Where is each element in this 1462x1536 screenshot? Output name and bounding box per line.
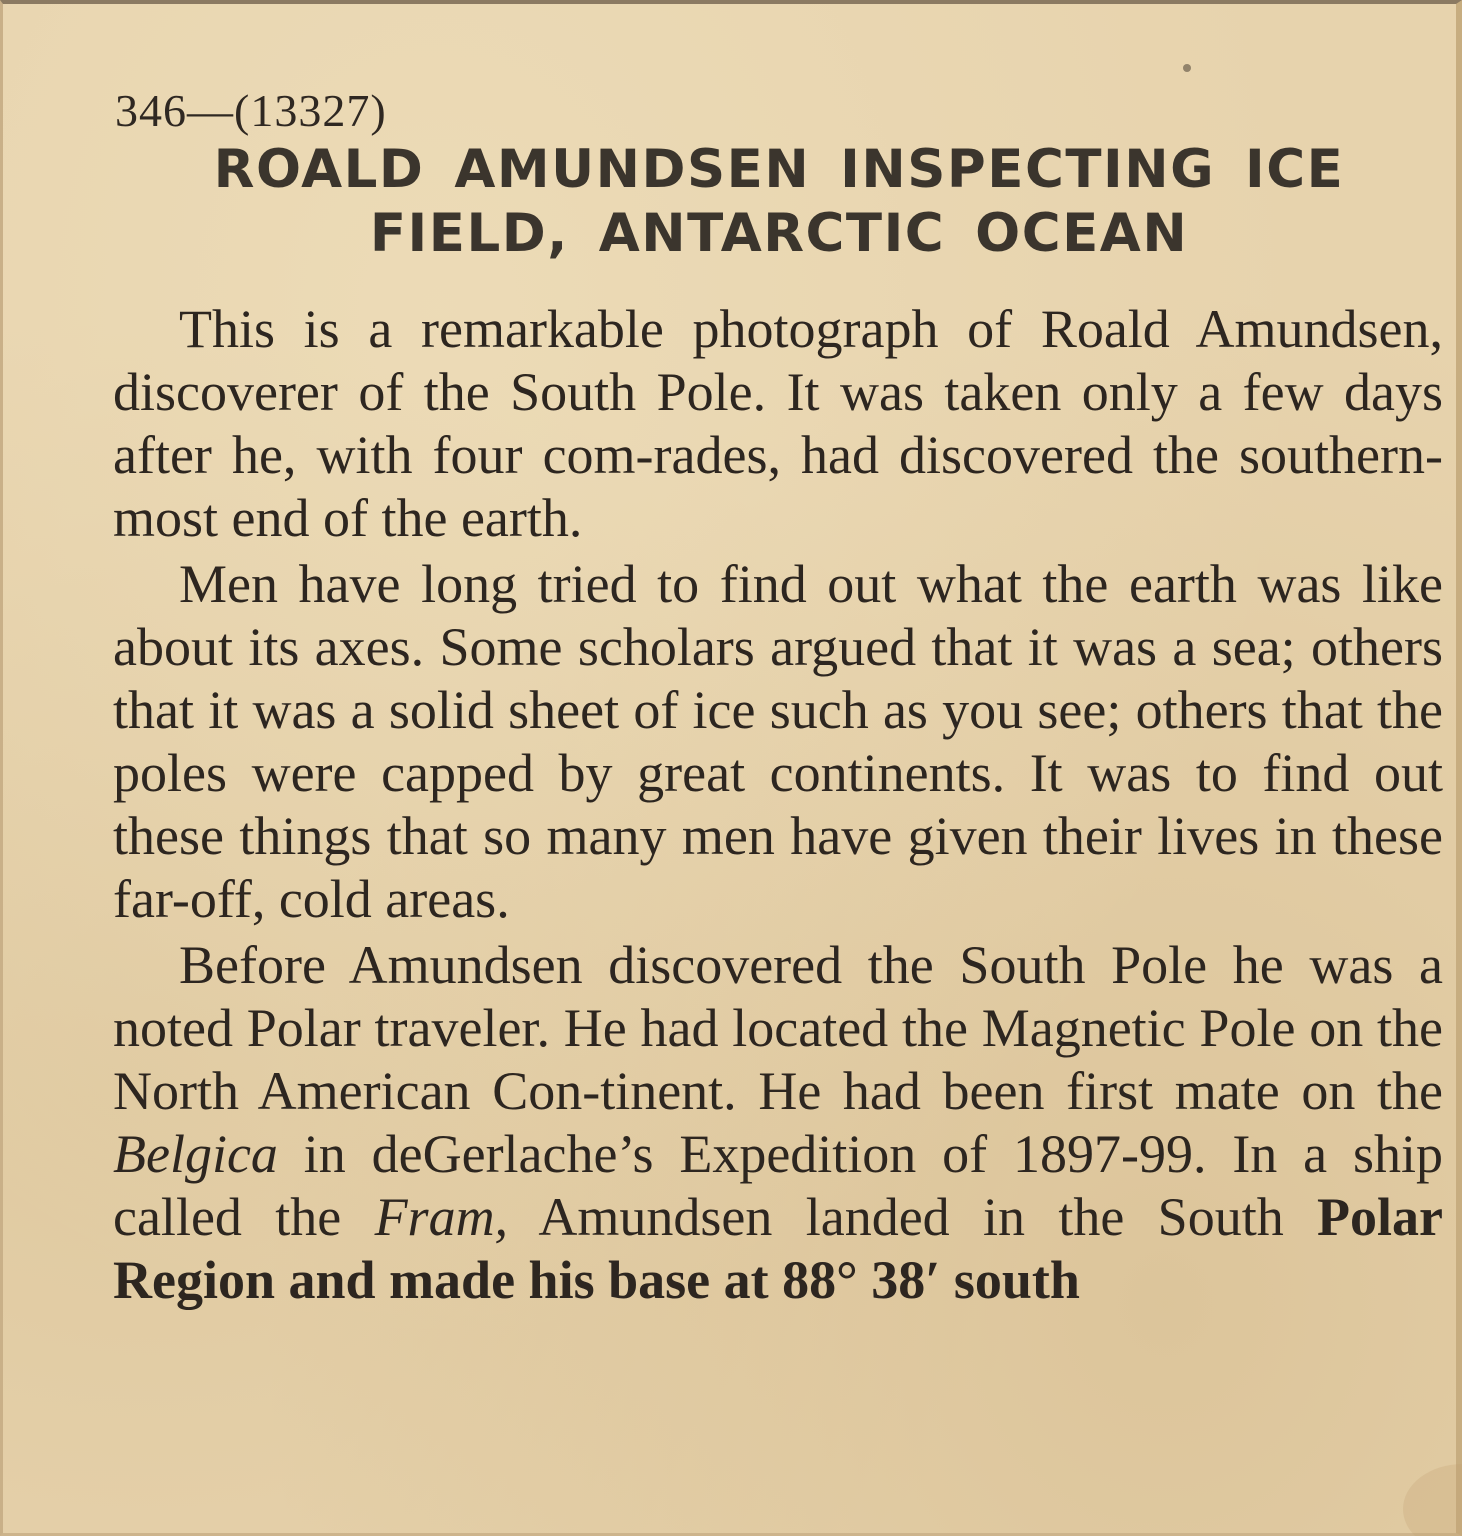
paper-stain	[1183, 64, 1191, 72]
paragraph-1: This is a remarkable photograph of Roald Amundsen, discoverer of the South Pole. It was taken only a few days after he, with four com-rades, had discovered the southern-most end of the earth.	[113, 299, 1443, 548]
title-line-1: ROALD AMUNDSEN INSPECTING ICE	[213, 139, 1345, 200]
paragraph-3-text-d: Polar Region and made his base at 88° 38′ south	[113, 1187, 1443, 1310]
paragraph-2: Men have long tried to find out what the earth was like about its axes. Some scholars argued that it was a sea; others that it was a solid sheet of ice such as you see; others that the poles were capped by great continents. It was to find out these things that so many men have given their lives in these far-off, cold areas.	[113, 554, 1443, 929]
paper-stain	[1403, 1464, 1462, 1536]
card-number: 346—(13327)	[115, 85, 387, 136]
paragraph-3	[113, 934, 1443, 1312]
paragraph-3-text-b: in deGerlache’s Expedition of 1897-99. In a ship called the	[113, 1124, 1443, 1247]
card-title	[111, 138, 1447, 266]
ship-name-fram: Fram,	[374, 1187, 509, 1247]
paragraph-3-text-a: Before Amundsen discovered the South Pole he was a noted Polar traveler. He had located the Magnetic Pole on the North American Con-tinent. He had been first mate on the	[113, 935, 1443, 1121]
paragraph-3-text-c: Amundsen landed in the South	[508, 1187, 1318, 1247]
description-body	[113, 298, 1443, 1315]
ship-name-belgica: Belgica	[113, 1124, 278, 1184]
title-line-2: FIELD, ANTARCTIC OCEAN	[369, 203, 1189, 264]
